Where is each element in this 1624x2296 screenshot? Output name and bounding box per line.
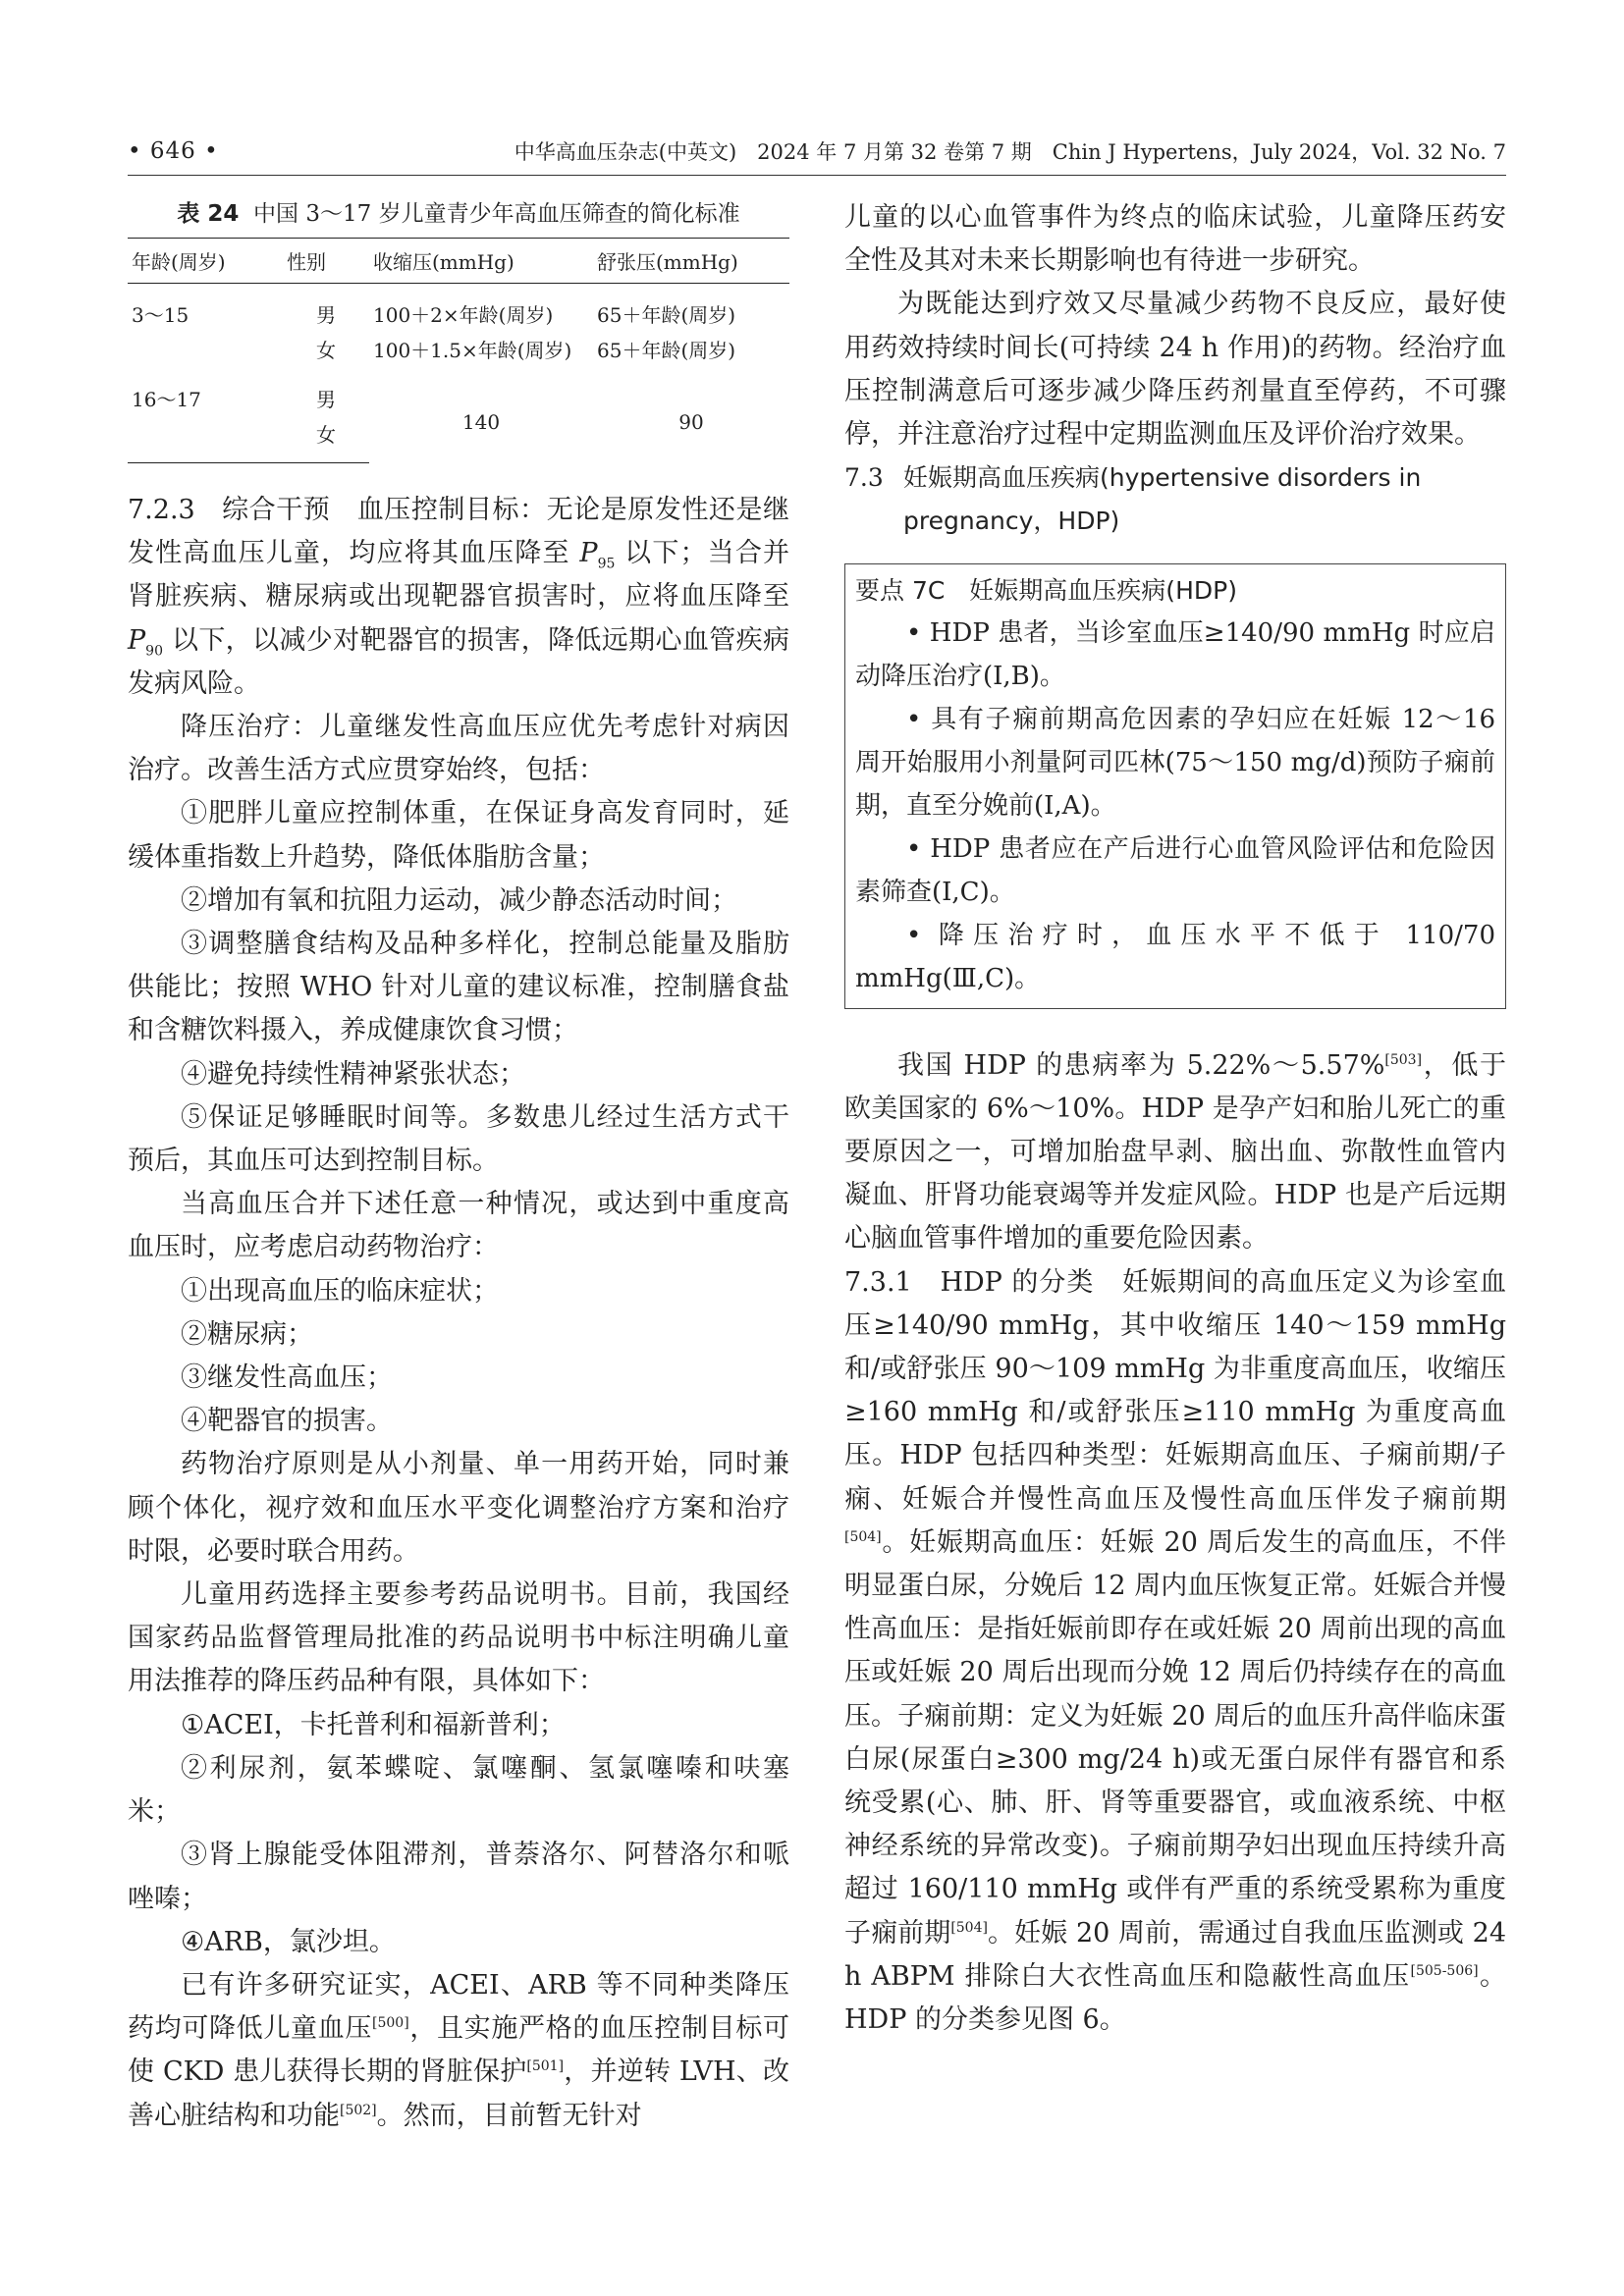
section-number: 7.3.1 (844, 1266, 912, 1298)
paragraph: 儿童用药选择主要参考药品说明书。目前，我国经国家药品监督管理局批准的药品说明书中标注明确儿童用法推荐的降压药品种有限，具体如下： (128, 1579, 789, 1697)
list-item: ③调整膳食结构及品种多样化，控制总能量及脂肪供能比；按照 WHO 针对儿童的建议标准，控制膳食盐和含糖饮料摄入，养成健康饮食习惯； (128, 929, 789, 1046)
running-header (128, 132, 1506, 171)
header-rule (128, 175, 1506, 176)
table-header-row (128, 239, 789, 284)
list-item: ②利尿剂，氨苯蝶啶、氯噻酮、氢氯噻嗪和呋塞米； (128, 1752, 789, 1828)
section-title: HDP 的分类 (940, 1266, 1095, 1298)
paragraph: 已有许多研究证实，ACEI、ARB 等不同种类降压药均可降低儿童血压[500]，且实施严格的血压控制目标可使 CKD 患儿获得长期的肾脏保护[501]，并逆转 LVH、改善心脏结构和功能[502]。然而，目前暂无针对 (128, 1969, 790, 2131)
page-number: • 646 • (128, 138, 219, 164)
list-item: ③继发性高血压； (181, 1362, 393, 1394)
list-item: ②增加有氧和抗阻力运动，减少静态活动时间； (181, 884, 737, 916)
table-header-cell: 性别 (283, 239, 369, 284)
key-point: • HDP 患者应在产后进行心血管风险评估和危险因素筛查(Ⅰ,C)。 (855, 833, 1495, 907)
list-item: ①肥胖儿童应控制体重，在保证身高发育同时，延缓体重指数上升趋势，降低体脂肪含量； (128, 798, 789, 873)
section-title: 妊娠期高血压疾病(hypertensive disorders in pregnancy，HDP) (903, 463, 1422, 536)
citation: [503] (1384, 1051, 1423, 1068)
table-row (128, 333, 789, 368)
section-title: 综合干预 (222, 495, 331, 525)
table-cell: 65＋年龄(周岁) (597, 339, 736, 362)
paragraph: 儿童的以心血管事件为终点的临床试验，儿童降压药安全性及其对未来长期影响也有待进一步研究。 (844, 202, 1506, 277)
table-cell: 16～17 (132, 388, 201, 411)
key-point: • 降压治疗时，血压水平不低于 110/70 mmHg(Ⅲ,C)。 (855, 920, 1495, 993)
key-point: • HDP 患者，当诊室血压≥140/90 mmHg 时应启动降压治疗(Ⅰ,B)。 (855, 617, 1495, 691)
table-title: 中国 3～17 岁儿童青少年高血压筛查的简化标准 (253, 201, 740, 227)
section-number: 7.2.3 (128, 495, 195, 525)
section-7-3-1: 7.3.1 HDP 的分类 妊娠期间的高血压定义为诊室血压≥140/90 mmHg，其中收缩压 140～159 mmHg 和/或舒张压 90～109 mmHg 为非重度高血压，收缩压≥160 mmHg 和/或舒张压≥110 mmHg 为重度高血压。HDP 包括四种类型：妊娠期高血压、子痫前期/子痫、妊娠合并慢性高血压及慢性高血压伴发子痫前期[504]。妊娠期高血压：妊娠 20 周后发生的高血压，不伴明显蛋白尿，分娩后 12 周内血压恢复正常。妊娠合并慢性高血压：是指妊娠前即存在或妊娠 20 周前出现的高血压或妊娠 20 周后出现而分娩 12 周后仍持续存在的高血压。子痫前期：定义为妊娠 20 周后的血压升高伴临床蛋白尿(尿蛋白≥300 mg/24 h)或无蛋白尿伴有器官和系统受累(心、肺、肝、肾等重要器官，或血液系统、中枢神经系统的异常改变)。子痫前期孕妇出现血压持续升高超过 160/110 mmHg 或伴有严重的系统受累称为重度子痫前期[504]。妊娠 20 周前，需通过自我血压监测或 24 h ABPM 排除白大衣性高血压和隐蔽性高血压[505-506]。HDP 的分类参见图 6。 (844, 1266, 1507, 2036)
screening-table (128, 238, 789, 463)
citation: [505-506] (1410, 1962, 1479, 1979)
citation: [504] (950, 1919, 988, 1936)
table-row (128, 284, 789, 334)
table-cell: 3～15 (132, 303, 189, 327)
table-row (128, 368, 789, 417)
table-cell: 女 (316, 339, 336, 362)
table-cell: 男 (316, 388, 336, 411)
table-header-cell: 年龄(周岁) (128, 239, 283, 284)
key-point: • 具有子痫前期高危因素的孕妇应在妊娠 12～16 周开始服用小剂量阿司匹林(75～150 mg/d)预防子痫前期，直至分娩前(Ⅰ,A)。 (855, 704, 1495, 821)
table-caption (128, 196, 789, 232)
table-header-cell: 收缩压(mmHg) (369, 239, 593, 284)
section-7-3-heading (844, 456, 1506, 543)
list-item: ④ARB，氯沙坦。 (181, 1926, 396, 1957)
list-item: ⑤保证足够睡眠时间等。多数患儿经过生活方式干预后，其血压可达到控制目标。 (128, 1101, 789, 1177)
table-cell: 90 (678, 410, 704, 435)
key-points-box (844, 563, 1506, 1009)
paragraph: 为既能达到疗效又尽量减少药物不良反应，最好使用药效持续时间长(可持续 24 h 作用)的药物。经治疗血压控制满意后可逐步减少降压药剂量直至停药，不可骤停，并注意治疗过程中定期监测血压及评价治疗效果。 (844, 289, 1506, 451)
key-points-title: 要点 7C 妊娠期高血压疾病(HDP) (855, 575, 1237, 605)
section-number: 7.3 (844, 463, 884, 493)
list-item: ①出现高血压的临床症状； (181, 1275, 499, 1307)
right-column (844, 196, 1506, 2042)
list-item: ①ACEI，卡托普利和福新普利； (181, 1709, 566, 1740)
paragraph: 药物治疗原则是从小剂量、单一用药开始，同时兼顾个体化，视疗效和血压水平变化调整治疗方案和治疗时限，必要时联合用药。 (128, 1449, 789, 1567)
citation: [504] (844, 1528, 882, 1545)
paragraph: 我国 HDP 的患病率为 5.22%～5.57%[503]，低于欧美国家的 6%～10%。HDP 是孕产妇和胎儿死亡的重要原因之一，可增加胎盘早剥、脑出血、弥散性血管内凝血、肝肾功能衰竭等并发症风险。HDP 也是产后远期心脑血管事件增加的重要危险因素。 (844, 1049, 1506, 1255)
table-cell: 女 (283, 417, 369, 463)
list-item: ③肾上腺能受体阻滞剂，普萘洛尔、阿替洛尔和哌唑嗪； (128, 1840, 789, 1914)
table-header-cell: 舒张压(mmHg) (593, 239, 789, 284)
table-cell: 100＋1.5×年龄(周岁) (373, 339, 572, 362)
list-item: ④靶器官的损害。 (181, 1406, 393, 1437)
table-label: 表 24 (177, 201, 240, 227)
list-item: ④避免持续性精神紧张状态； (181, 1058, 525, 1090)
left-column (128, 196, 789, 2138)
list-item: ②糖尿病； (181, 1318, 313, 1350)
table-cell: 140 (461, 410, 501, 435)
table-cell: 男 (316, 303, 336, 327)
table-cell: 100＋2×年龄(周岁) (373, 303, 554, 327)
citation: [501] (526, 2058, 565, 2075)
table-cell: 65＋年龄(周岁) (597, 303, 736, 327)
paragraph: 当高血压合并下述任意一种情况，或达到中重度高血压时，应考虑启动药物治疗： (128, 1189, 789, 1263)
citation: [502] (340, 2102, 377, 2118)
citation: [500] (372, 2015, 409, 2032)
section-7-2-3: 7.2.3 综合干预 血压控制目标：无论是原发性还是继发性高血压儿童，均应将其血压降至 $P_{95}$ 以下；当合并肾脏疾病、糖尿病或出现靶器官损害时，应将血压降至 $P_{90}$ 以下，以减少对靶器官的损害，降低远期心血管疾病发病风险。 (128, 495, 790, 699)
paragraph: 降压治疗：儿童继发性高血压应优先考虑针对病因治疗。改善生活方式应贯穿始终，包括： (128, 712, 789, 786)
journal-citation: 中华高血压杂志(中英文) 2024 年 7 月第 32 卷第 7 期 Chin J Hypertens，July 2024，Vol. 32 No. 7 (514, 140, 1506, 164)
